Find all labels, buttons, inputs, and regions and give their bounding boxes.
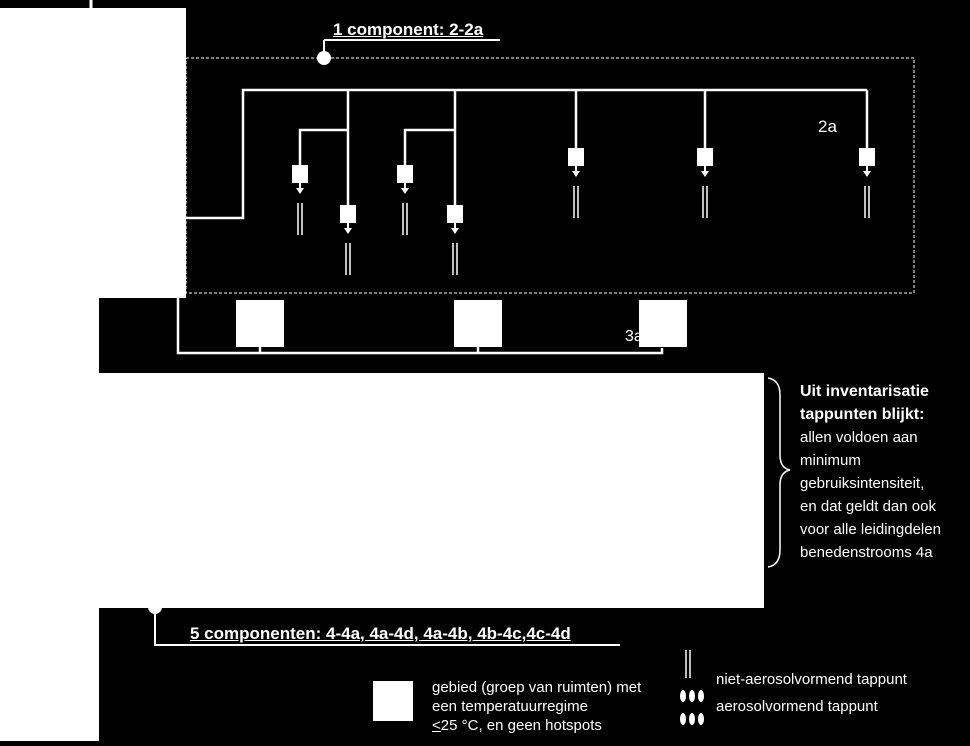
branch-2-left [405,130,455,165]
info-line: allen voldoen aan [800,429,918,446]
area-square [454,300,502,347]
tap-point [568,148,584,218]
tap-point [397,165,413,235]
info-line: en dat geldt dan ook [800,498,936,515]
info-line: gebruiksintensiteit, [800,475,925,492]
legend-area-square [373,681,413,721]
legend-aerosol-symbol [680,690,704,725]
riser-lower-column [0,298,99,741]
legend-area-line3 [432,716,641,735]
components-4-label: 5 componenten: 4-4a, 4a-4d, 4a-4b, 4b-4c,4c-4d [190,624,571,643]
legend-area-line3-rest: 25 °C, en geen hotspots [440,717,602,734]
legend-area-line2: een temperatuurregime [432,698,588,715]
info-title-line2: tappunten blijkt: [800,406,925,423]
legend-non-aerosol-text: niet-aerosolvormend tappunt [716,671,907,688]
supply-pipe-2a [186,90,867,218]
area-square [639,300,687,347]
tap-point [447,205,463,275]
tap-point [292,165,308,235]
tap-point [697,148,713,218]
info-title-line1: Uit inventarisatie [800,383,929,400]
component-2-2a-label: 1 component: 2-2a [333,20,484,39]
info-block [800,380,941,564]
legend-non-aerosol-symbol [686,650,690,678]
legend-area-text [432,678,641,735]
info-line: voor alle leidingdelen [800,521,941,538]
tap-point [340,205,356,275]
section-2a-label: 2a [818,117,837,136]
legend-area-line1: gebied (groep van ruimten) met [432,679,642,696]
legend-aerosol-text: aerosolvormend tappunt [716,698,878,715]
tap-point [859,148,875,218]
component-2-2a-marker [317,51,331,65]
component-4-marker [148,600,162,614]
riser-block [0,8,186,298]
lower-area-block [99,373,764,608]
info-line: benedenstrooms 4a [800,544,933,561]
info-brace [768,378,790,567]
area-square [236,300,284,347]
legend-le-symbol: < [432,717,441,734]
info-line: minimum [800,452,861,469]
section-3a-label: 3a [625,328,643,345]
branch-1-left [300,130,348,165]
